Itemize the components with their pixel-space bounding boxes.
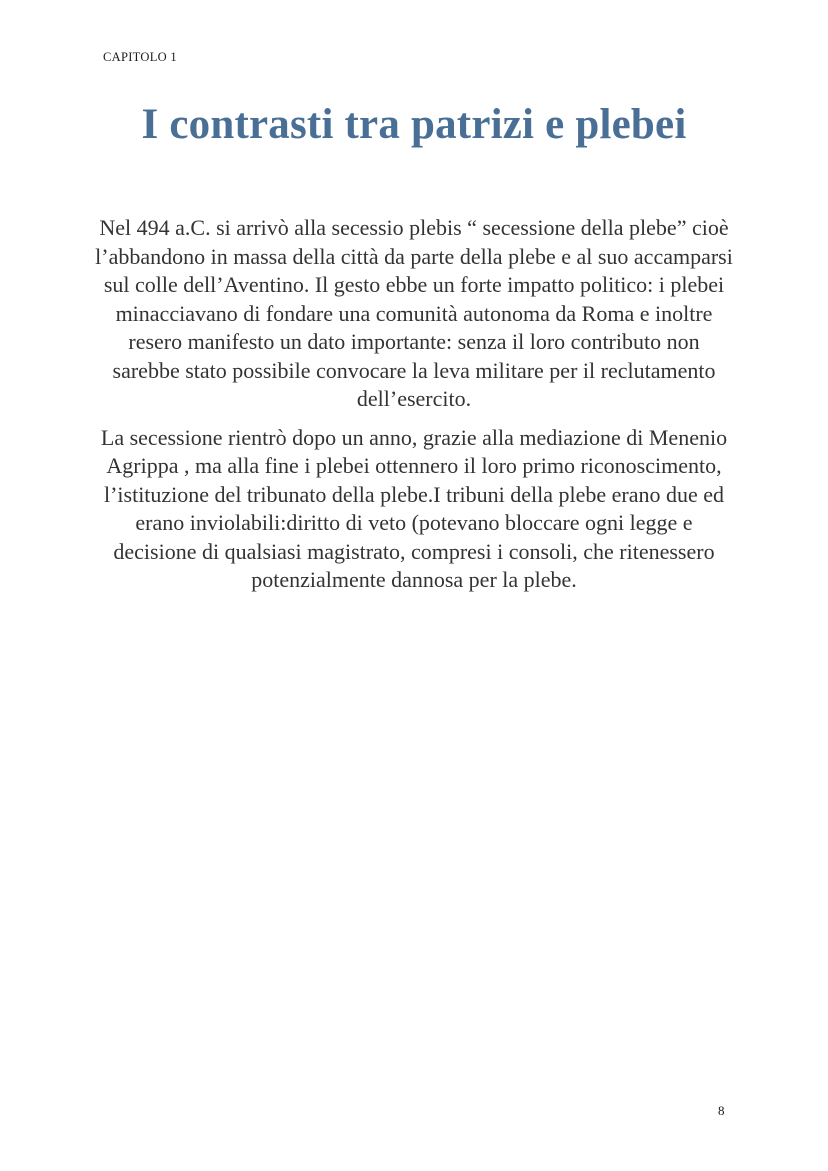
paragraph: La secessione rientrò dopo un anno, grazie alla mediazione di Menenio Agrippa , ma alla fine i plebei ottennero il loro primo riconoscimento, l’istituzione del tribunato della plebe.I tribuni della plebe erano due ed erano inviolabili:diritto di veto (potevano bloccare ogni legge e decisione di qualsiasi magistrato, compresi i consoli, che ritenessero potenzialmente dannosa per la plebe.	[100, 424, 728, 592]
page-number: 8	[718, 1103, 725, 1118]
paragraph: Nel 494 a.C. si arrivò alla secessio plebis “ secessione della plebe” cioè l’abbandono in massa della città da parte della plebe e al suo accamparsi sul colle dell’Aventino. Il gesto ebbe un forte impatto politico: i plebei minacciavano di fondare una comunità autonoma da Roma e inoltre resero manifesto un dato importante: senza il loro contributo non sarebbe stato possibile convocare la leva militare per il reclutamento dell’esercito.	[95, 215, 733, 411]
page-title: I contrasti tra patrizi e plebei	[141, 101, 687, 148]
body-text	[95, 214, 733, 605]
chapter-label: CAPITOLO 1	[103, 50, 177, 64]
